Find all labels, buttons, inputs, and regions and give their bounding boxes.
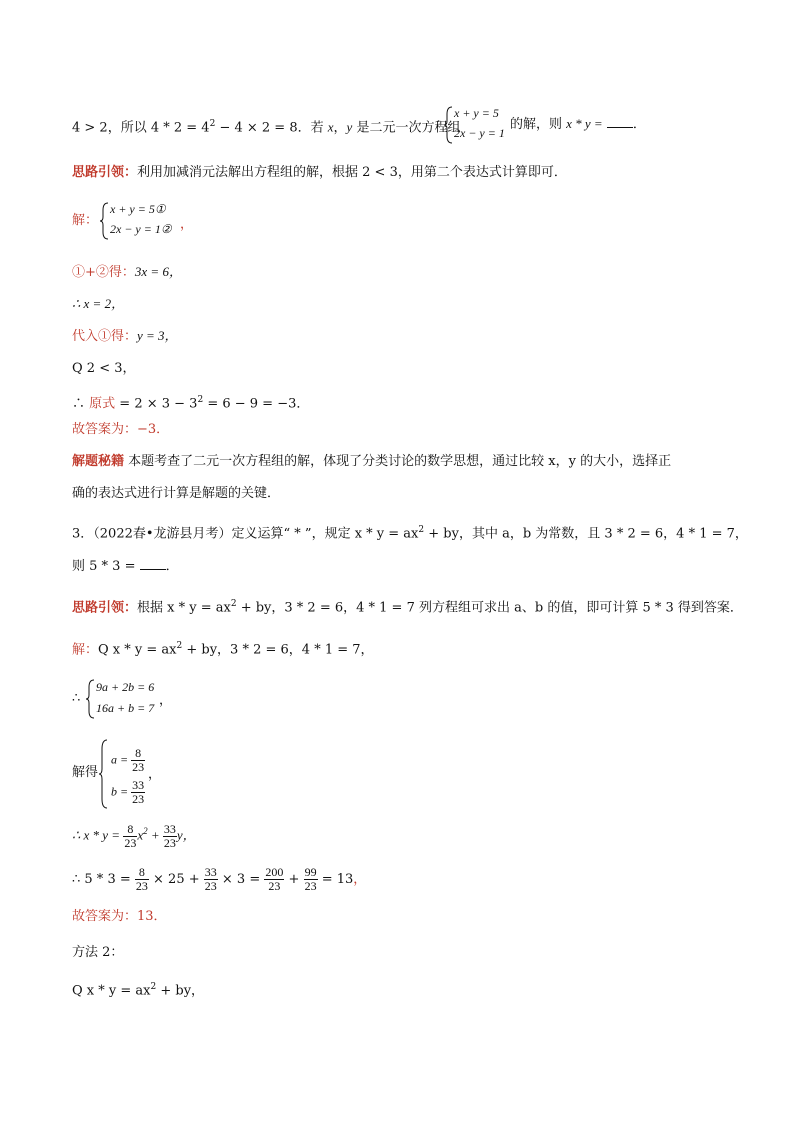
text-segment: 3．（2022春•龙游县月考）定义运算“ * ”，规定 x * y = ax <box>72 526 419 542</box>
hint-label: 思路引领： <box>72 600 138 616</box>
comma: ， <box>353 872 367 887</box>
brace-icon <box>100 202 110 240</box>
step-label: ①+②得： <box>72 265 135 280</box>
text-segment: + by，3 * 2 = 6，4 * 1 = 7 列方程组可求出 a、b 的值，即可计算 5 * 3 得到答案． <box>236 600 743 616</box>
secret-text: 本题考查了二元一次方程组的解，体现了分类讨论的数学思想，通过比较 x，y 的大小，选择正 <box>128 454 672 469</box>
fraction: $\frac{33}{23}$ <box>163 821 176 850</box>
text-segment: 根据 x * y = ax <box>137 600 231 616</box>
equation-system-1 <box>444 106 514 146</box>
var-b-label: b = <box>111 784 129 799</box>
system-prefix: ∴ <box>72 691 81 706</box>
step-line-3 <box>72 327 178 346</box>
fraction: $\frac{8}{23}$ <box>124 821 137 850</box>
equation: 16a + b = 7 <box>96 701 155 715</box>
brace-icon <box>99 739 109 809</box>
answer-blank <box>607 115 633 128</box>
equation: 9a + 2b = 6 <box>96 680 155 694</box>
step-text: y = 3， <box>137 328 178 343</box>
answer-label: 故答案为： <box>72 909 138 924</box>
superscript: 2 <box>143 826 148 836</box>
var-a-label: a = <box>111 752 129 767</box>
hint-label: 思路引领： <box>72 165 138 180</box>
text-segment: 4 > 2，所以 4 * 2 = 4 <box>72 120 210 136</box>
step-line-5 <box>72 391 309 413</box>
answer-value: −3． <box>137 422 170 437</box>
step-label: 代入①得： <box>72 329 138 344</box>
answer-blank <box>140 557 166 570</box>
superscript: 2 <box>176 641 183 651</box>
comma: ， <box>159 693 173 708</box>
fraction: $\frac{8}{23}$ <box>135 865 148 893</box>
text-segment: 是二元一次方程组 <box>352 120 461 136</box>
solution-label: 解： <box>72 213 99 228</box>
method-2-label: 方法 2： <box>72 945 124 960</box>
text-segment: y， <box>176 827 196 843</box>
solution-label: 解： <box>72 642 99 658</box>
text-segment: = 2 × 3 − 3 <box>115 396 198 412</box>
superscript: 2 <box>230 599 237 609</box>
fraction: $\frac{8}{23}$ <box>132 746 145 774</box>
superscript: 2 <box>418 525 425 535</box>
step-text: 3x = 6， <box>134 264 182 279</box>
problem-line-1-end <box>510 115 646 134</box>
text-segment: = 6 − 9 = −3． <box>203 396 310 412</box>
brace-icon <box>86 679 96 719</box>
superscript: 2 <box>197 395 204 405</box>
problem-line-1 <box>72 115 460 137</box>
superscript: 2 <box>150 982 157 992</box>
hint-line-1 <box>72 164 567 182</box>
fraction: $\frac{33}{23}$ <box>132 778 145 806</box>
comma: ， <box>180 217 194 232</box>
text-segment: x <box>137 827 144 843</box>
solution-line-2 <box>72 637 374 659</box>
var-x: x <box>327 119 334 135</box>
result-line-2 <box>72 866 366 893</box>
fraction: $\frac{99}{23}$ <box>304 865 317 893</box>
text-segment: + by，3 * 2 = 6，4 * 1 = 7， <box>182 642 374 658</box>
text-segment: + by，其中 a，b 为常数，且 3 * 2 = 6，4 * 1 = 7， <box>424 526 748 542</box>
text-segment: 则 5 * 3 = <box>72 559 136 574</box>
text-segment: = 13 <box>321 872 354 887</box>
answer-line-2 <box>72 908 167 926</box>
var-y: y <box>346 119 353 135</box>
text-segment: Q x * y = ax <box>72 983 151 999</box>
comma: ， <box>148 767 162 782</box>
step-line-1 <box>72 263 182 282</box>
last-line <box>72 978 204 1000</box>
secret-line-1 <box>72 453 671 471</box>
equation: x + y = 5① <box>110 202 166 216</box>
text-segment: ∴ 5 * 3 = <box>72 872 131 887</box>
highlight-text: 原式 <box>89 396 116 412</box>
text-segment: ． <box>632 117 646 132</box>
hint-text: 利用加减消元法解出方程组的解，根据 2 < 3，用第二个表达式计算即可． <box>137 165 567 180</box>
text-segment: × 3 = <box>221 872 261 887</box>
text-segment: + by， <box>156 983 205 999</box>
answer-label: 故答案为： <box>72 422 138 437</box>
step-line-2: ∴ x = 2， <box>72 296 125 311</box>
fraction: $\frac{200}{23}$ <box>265 865 284 893</box>
text-segment: Q x * y = ax <box>98 642 177 658</box>
text-segment: 的解，则 <box>510 117 567 132</box>
equation: x + y = 5 <box>454 106 499 120</box>
text-segment: ， <box>333 120 347 136</box>
expression: x * y = <box>566 116 603 131</box>
answer-line-1 <box>72 421 169 439</box>
text-segment: + <box>288 872 300 887</box>
equation: 2x − y = 1 <box>454 126 505 140</box>
result-line-1 <box>72 822 196 850</box>
answer-value: 13． <box>137 909 167 924</box>
hint-line-2 <box>72 595 743 617</box>
text-segment: ． <box>165 559 179 574</box>
secret-line-2: 确的表达式进行计算是解题的关键． <box>72 486 281 501</box>
text-segment: ∴ x * y = <box>72 827 121 843</box>
solution-label-1 <box>72 212 98 230</box>
superscript: 2 <box>209 119 216 129</box>
step-line-4: Q 2 < 3， <box>72 361 136 376</box>
text-segment: ∴ <box>72 396 90 412</box>
question-3-line-1 <box>72 521 748 543</box>
text-segment: + <box>147 827 160 843</box>
fraction: $\frac{33}{23}$ <box>204 865 217 893</box>
equation: 2x − y = 1② <box>110 222 172 236</box>
brace-icon <box>444 106 454 144</box>
equation-system-2 <box>100 202 190 242</box>
text-segment: × 25 + <box>153 872 200 887</box>
solve-prefix: 解得 <box>72 765 99 780</box>
question-3-line-2 <box>72 557 179 576</box>
secret-label: 解题秘籍 <box>72 454 125 469</box>
text-segment: − 4 × 2 = 8．若 <box>215 120 328 136</box>
